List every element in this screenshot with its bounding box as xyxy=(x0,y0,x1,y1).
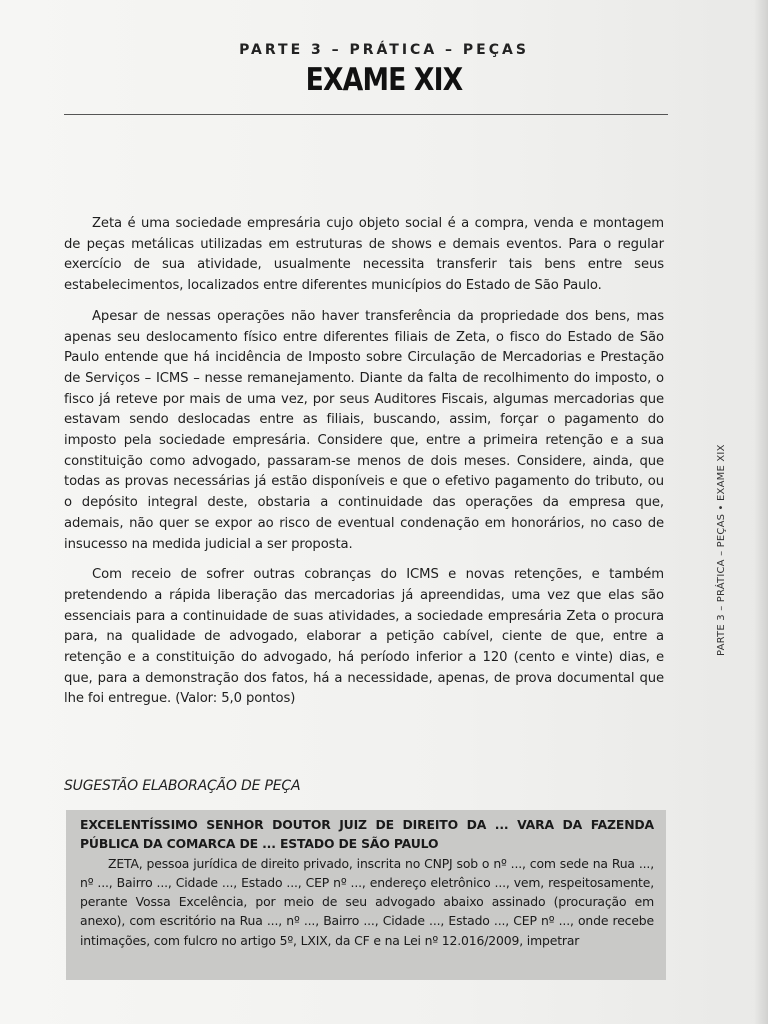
petition-model xyxy=(80,815,654,950)
header-divider xyxy=(64,114,668,115)
suggestion-heading: SUGESTÃO ELABORAÇÃO DE PEÇA xyxy=(64,778,301,794)
exam-statement xyxy=(64,214,664,720)
statement-paragraph: Zeta é uma sociedade empresária cujo objeto social é a compra, venda e montagem de peças metálicas utilizadas em estruturas de shows e demais eventos. Para o regular exercício de sua atividade, usualmente necessita transferir tais bens entre seus estabelecimentos, localizados entre diferentes municípios do Estado de São Paulo. xyxy=(64,216,664,294)
statement-paragraph: Apesar de nessas operações não haver transferência da propriedade dos bens, mas apenas seu deslocamento físico entre diferentes filiais de Zeta, o fisco do Estado de São Paulo entende que há incidência de Imposto sobre Circulação de Mercadorias e Prestação de Serviços – ICMS – nesse remanejamento. Diante da falta de recolhimento do imposto, o fisco já reteve por mais de uma vez, por seus Auditores Fiscais, algumas mercadorias que estavam sendo deslocadas entre as filiais, buscando, assim, forçar o pagamento do imposto pela sociedade empresária. Considere que, entre a primeira retenção e a sua constituição como advogado, passaram-se menos de dois meses. Considere, ainda, que todas as provas necessárias já estão disponíveis e que o efetivo pagamento do tributo, ou o depósito integral deste, obstaria a continuidade das operações da empresa que, ademais, não quer se expor ao risco de eventual condenação em honorários, no caso de insucesso na medida judicial a ser proposta. xyxy=(64,308,664,552)
petition-address-heading: EXCELENTÍSSIMO SENHOR DOUTOR JUIZ DE DIREITO DA ... VARA DA FAZENDA PÚBLICA DA COMARCA DE ... ESTADO DE SÃO PAULO xyxy=(80,817,654,852)
exam-title: EXAME XIX xyxy=(305,62,463,98)
statement-paragraph: Com receio de sofrer outras cobranças do ICMS e novas retenções, e também pretendendo a rápida liberação das mercadorias já apreendidas, uma vez que elas são essenciais para a continuidade de suas atividades, a sociedade empresária Zeta o procura para, na qualidade de advogado, elaborar a petição cabível, ciente de que, entre a retenção e a constituição do advogado, há período inferior a 120 (cento e vinte) dias, e que, para a demonstração dos fatos, há a necessidade, apenas, de prova documental que lhe foi entregue. (Valor: 5,0 pontos) xyxy=(64,567,664,707)
section-header: PARTE 3 – PRÁTICA – PEÇAS xyxy=(239,42,529,58)
running-side-label: PARTE 3 – PRÁTICA – PEÇAS • EXAME XIX xyxy=(716,444,727,656)
petition-body: ZETA, pessoa jurídica de direito privado, inscrita no CNPJ sob o nº ..., com sede na Rua ..., nº ..., Bairro ..., Cidade ..., Estado ..., CEP nº ..., endereço eletrônico ..., vem, respeitosamente, perante Vossa Excelência, por meio de seu advogado abaixo assinado (procuração em anexo), com escritório na Rua ..., nº ..., Bairro ..., Cidade ..., Estado ..., CEP nº ..., onde recebe intimações, com fulcro no artigo 5º, LXIX, da CF e na Lei nº 12.016/2009, impetrar xyxy=(80,855,654,948)
page-edge-shadow xyxy=(754,0,768,1024)
